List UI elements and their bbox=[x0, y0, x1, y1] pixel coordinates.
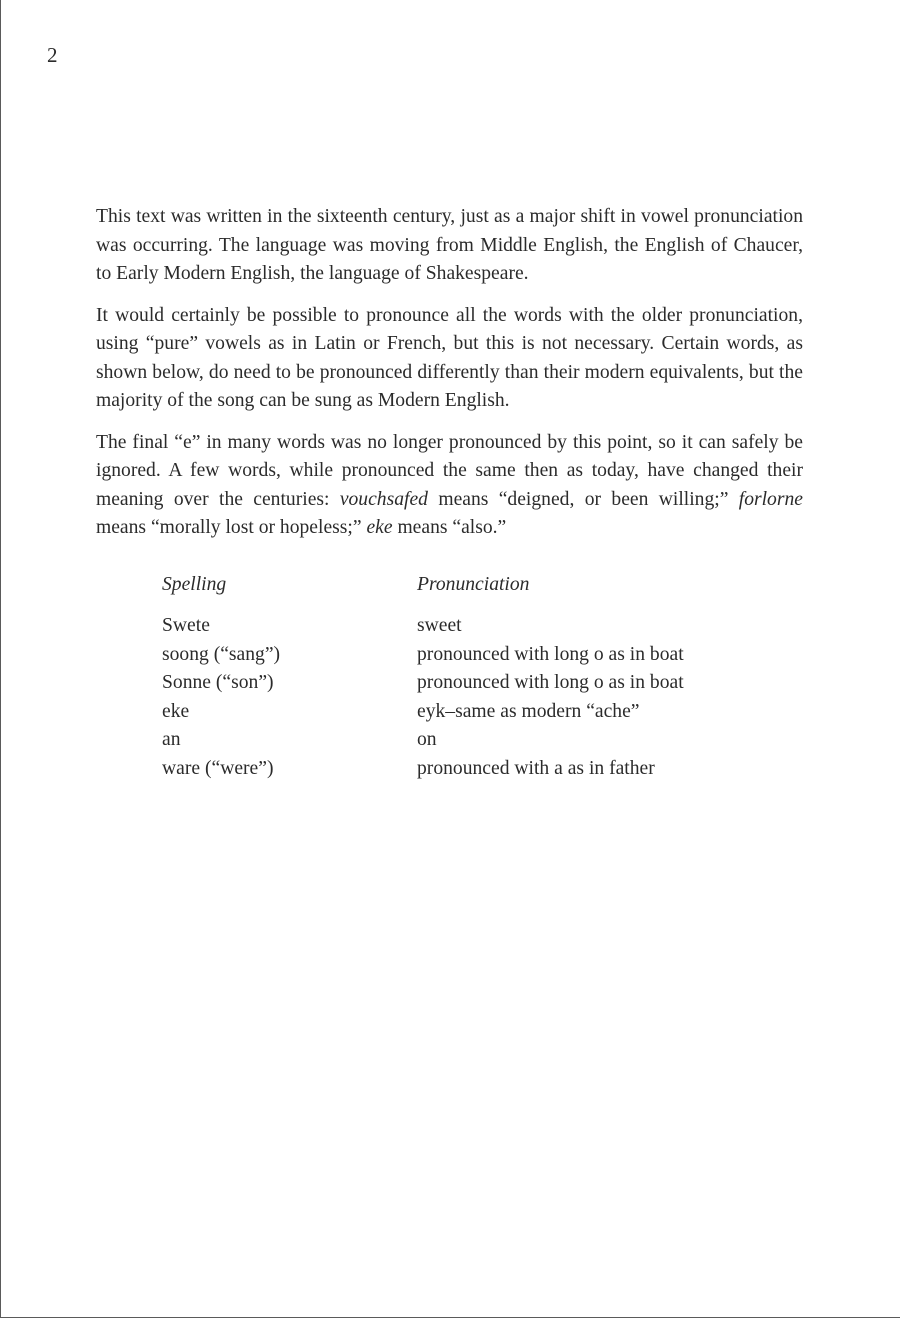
definition-forlorne: means “morally lost or hopeless;” bbox=[96, 517, 367, 538]
pronunciation-table bbox=[162, 571, 762, 783]
pronunciation-cell: pronounced with long o as in boat bbox=[417, 672, 684, 693]
definition-vouchsafed: means “deigned, or been willing;” bbox=[427, 488, 739, 510]
table-row bbox=[162, 726, 762, 755]
pronunciation-cell: pronounced with a as in father bbox=[417, 757, 655, 779]
table-row bbox=[162, 669, 762, 698]
spelling-cell: Swete bbox=[162, 615, 210, 636]
spelling-cell: an bbox=[162, 729, 181, 750]
pronunciation-cell: on bbox=[417, 729, 437, 750]
spelling-cell: soong (“sang”) bbox=[162, 643, 281, 665]
table-header bbox=[162, 571, 762, 599]
table-row bbox=[162, 698, 762, 727]
header-pronunciation: Pronunciation bbox=[417, 574, 530, 595]
page-number: 2 bbox=[47, 43, 58, 67]
spelling-cell: Sonne (“son”) bbox=[162, 672, 274, 693]
paragraph-older-pronunciation: It would certainly be possible to pronounce all the words with the older pronunciation, using “pure” vowels as in Latin or French, but this is not necessary. Certain words, as shown below, do need to be pronounced differently than their modern equivalents, but the majority of the song can be sung as Modern English. bbox=[96, 304, 803, 411]
table-row bbox=[162, 641, 762, 670]
paragraph-vowel-shift: This text was written in the sixteenth century, just as a major shift in vowel pronunciation was occurring. The language was moving from Middle English, the English of Chaucer, to Early Modern English, the language of Shakespeare. bbox=[96, 206, 803, 284]
page-border-left bbox=[0, 0, 1, 1318]
term-forlorne: forlorne bbox=[738, 488, 803, 510]
spelling-cell: eke bbox=[162, 700, 190, 722]
paragraph-final-e-intro: The final “e” in many words was no longer pronounced by this point, so it can safely be ignored. A few words, while pronounced the same then as today, have changed their meaning over the centuries: bbox=[96, 431, 803, 510]
table-row bbox=[162, 755, 762, 784]
definition-eke: means “also.” bbox=[392, 517, 507, 538]
pronunciation-cell: eyk–same as modern “ache” bbox=[417, 700, 640, 722]
pronunciation-cell: pronounced with long o as in boat bbox=[417, 643, 684, 665]
term-eke: eke bbox=[366, 517, 393, 538]
body-text bbox=[96, 203, 803, 556]
table-row bbox=[162, 612, 762, 641]
term-vouchsafed: vouchsafed bbox=[339, 488, 428, 510]
paragraph-final-e bbox=[96, 429, 803, 543]
header-spelling: Spelling bbox=[162, 574, 227, 595]
spelling-cell: ware (“were”) bbox=[162, 757, 274, 779]
pronunciation-cell: sweet bbox=[417, 615, 462, 636]
